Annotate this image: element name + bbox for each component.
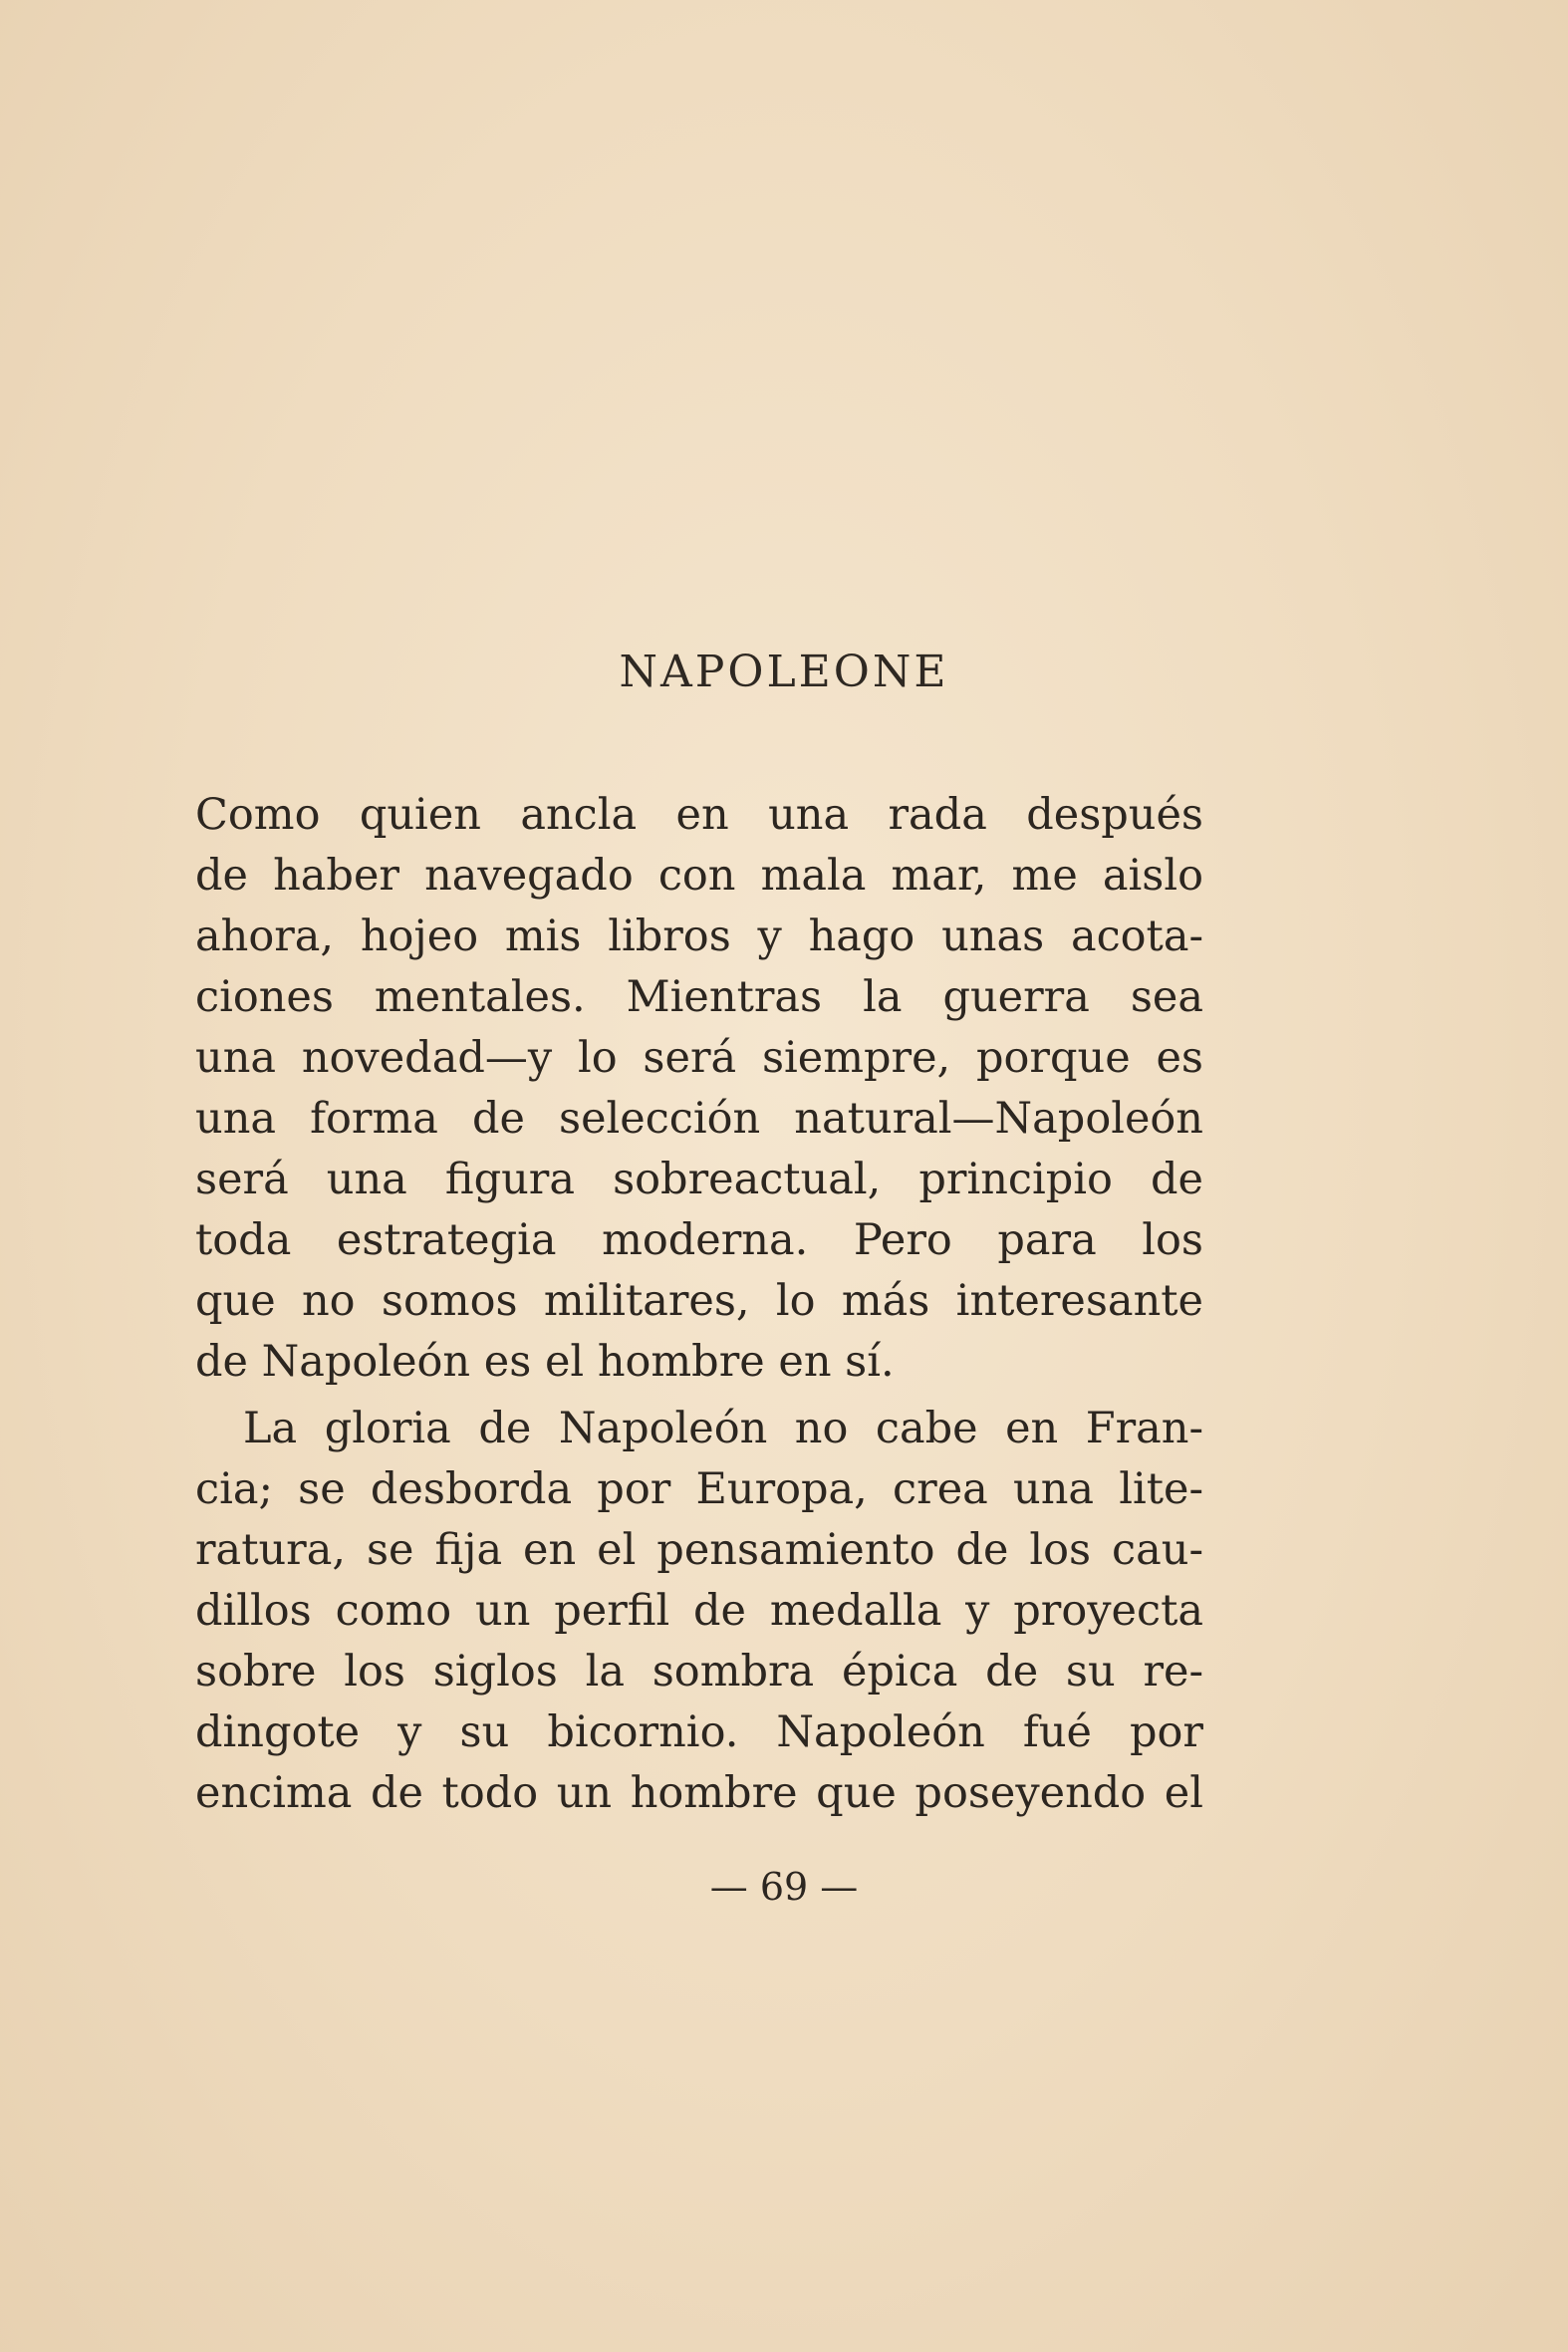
body-text	[195, 785, 1203, 1824]
text-line: cia; se desborda por Europa, crea una lite-	[195, 1464, 1203, 1514]
text-line: ahora, hojeo mis libros y hago unas acota-	[195, 912, 1203, 961]
paragraph-2	[195, 1399, 1203, 1824]
page-number: — 69 —	[709, 1865, 859, 1909]
text-line: una forma de selección natural—Napoleón	[195, 1094, 1203, 1144]
text-line: será una figura sobreactual, principio de	[195, 1155, 1203, 1204]
text-line: encima de todo un hombre que poseyendo el	[195, 1768, 1203, 1818]
text-line: dingote y su bicornio. Napoleón fué por	[195, 1707, 1203, 1757]
text-line: La gloria de Napoleón no cabe en Fran-	[243, 1404, 1203, 1453]
text-line: de Napoleón es el hombre en sí.	[195, 1337, 895, 1387]
text-line: de haber navegado con mala mar, me aislo	[195, 851, 1203, 901]
text-line: Como quien ancla en una rada después	[195, 790, 1203, 840]
text-line: una novedad—y lo será siempre, porque es	[195, 1033, 1203, 1083]
chapter-title: NAPOLEONE	[619, 647, 949, 697]
text-line: que no somos militares, lo más interesante	[195, 1276, 1203, 1326]
text-line: sobre los siglos la sombra épica de su re-	[195, 1647, 1203, 1697]
text-line: dillos como un perfil de medalla y proyecta	[195, 1586, 1203, 1636]
text-line: ratura, se fija en el pensamiento de los cau-	[195, 1525, 1203, 1575]
paragraph-1	[195, 785, 1203, 1393]
text-line: toda estrategia moderna. Pero para los	[195, 1215, 1203, 1265]
text-line: ciones mentales. Mientras la guerra sea	[195, 972, 1203, 1022]
